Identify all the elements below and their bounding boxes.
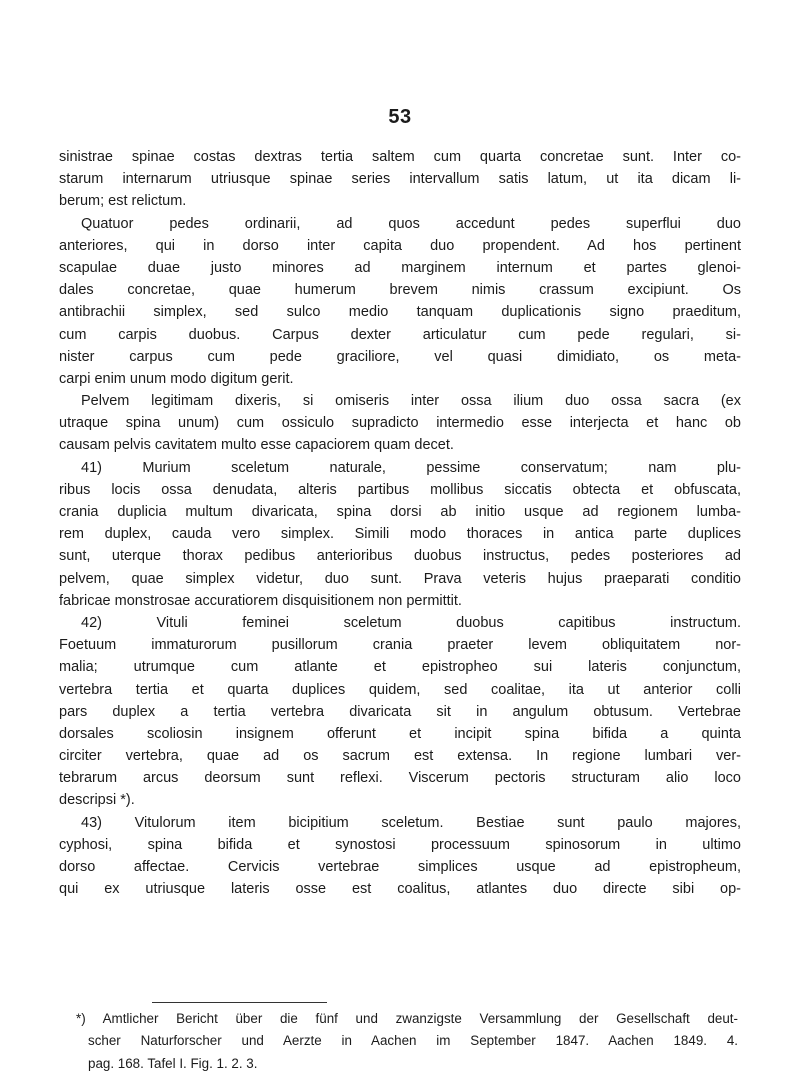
text-line: ribus locis ossa denudata, alteris partibus mollibus siccatis obtecta et obfuscata, <box>59 481 741 498</box>
text-line: 42) Vituli feminei sceletum duobus capitibus instructum. <box>81 614 741 631</box>
text-line: starum internarum utriusque spinae series intervallum satis latum, ut ita dicam li- <box>59 171 741 188</box>
text-line: dorsales scoliosin insignem offerunt et incipit spina bifida a quinta <box>59 725 741 742</box>
text-line: crania duplicia multum divaricata, spina dorsi ab initio usque ad regionem lumba- <box>59 504 741 520</box>
text-line: Quatuor pedes ordinarii, ad quos accedunt pedes superflui duo <box>81 215 741 232</box>
text-line: Pelvem legitimam dixeris, si omiseris inter ossa ilium duo ossa sacra (ex <box>81 393 741 410</box>
text-line: cum carpis duobus. Carpus dexter articulatur cum pede regulari, si- <box>59 326 741 343</box>
text-line: Foetuum immaturorum pusillorum crania praeter levem obliquitatem nor- <box>59 637 741 654</box>
text-line: causam pelvis cavitatem multo esse capaciorem quam decet. <box>59 437 454 454</box>
text-line: 41) Murium sceletum naturale, pessime conservatum; nam plu- <box>81 459 741 476</box>
text-line: utraque spina unum) cum ossiculo supradicto intermedio esse interjecta et hanc ob <box>59 415 741 432</box>
footnote-line: scher Naturforscher und Aerzte in Aachen im September 1847. Aachen 1849. 4. <box>88 1033 738 1049</box>
body-text <box>59 146 741 900</box>
footnote-line: *) Amtlicher Bericht über die fünf und zwanzigste Versammlung der Gesellschaft deut- <box>76 1011 738 1026</box>
text-line: sunt, uterque thorax pedibus anterioribus duobus instructus, pedes posteriores ad <box>59 548 741 565</box>
text-line: fabricae monstrosae accuratiorem disquisitionem non permittit. <box>59 592 462 609</box>
text-line: pelvem, quae simplex videtur, duo sunt. Prava veteris hujus praeparati conditio <box>59 570 741 587</box>
text-line: scapulae duae justo minores ad marginem internum et partes glenoi- <box>59 259 741 276</box>
text-line: cyphosi, spina bifida et synostosi processuum spinosorum in ultimo <box>59 836 741 853</box>
text-line: anteriores, qui in dorso inter capita duo propendent. Ad hos pertinent <box>59 237 741 254</box>
text-line: circiter vertebra, quae ad os sacrum est extensa. In regione lumbari ver- <box>59 748 741 765</box>
footnote-line: pag. 168. Tafel I. Fig. 1. 2. 3. <box>88 1055 258 1071</box>
text-line: sinistrae spinae costas dextras tertia saltem cum quarta concretae sunt. Inter co- <box>59 149 741 165</box>
text-line: antibrachii simplex, sed sulco medio tanquam duplicationis signo praeditum, <box>59 304 741 321</box>
text-line: dales concretae, quae humerum brevem nimis crassum excipiunt. Os <box>59 282 741 299</box>
text-line: vertebra tertia et quarta duplices quidem, sed coalitae, ita ut anterior colli <box>59 681 741 698</box>
text-line: tebrarum arcus deorsum sunt reflexi. Viscerum pectoris structuram alio loco <box>59 770 741 787</box>
text-line: berum; est relictum. <box>59 193 187 210</box>
text-line: malia; utrumque cum atlante et epistropheo sui lateris conjunctum, <box>59 659 741 676</box>
text-line: dorso affectae. Cervicis vertebrae simplices usque ad epistropheum, <box>59 859 741 875</box>
text-line: rem duplex, cauda vero simplex. Simili modo thoraces in antica parte duplices <box>59 526 741 543</box>
text-line: carpi enim unum modo digitum gerit. <box>59 370 294 387</box>
text-line: 43) Vitulorum item bicipitium sceletum. Bestiae sunt paulo majores, <box>81 814 741 831</box>
text-line: nister carpus cum pede graciliore, vel quasi dimidiato, os meta- <box>59 348 741 365</box>
text-line: pars duplex a tertia vertebra divaricata sit in angulum obtusum. Vertebrae <box>59 703 741 720</box>
text-line: qui ex utriusque lateris osse est coalitus, atlantes duo directe sibi op- <box>59 881 741 898</box>
footnote <box>76 1008 738 1075</box>
text-line: descripsi *). <box>59 792 135 809</box>
page-number: 53 <box>388 106 412 128</box>
footnote-divider <box>152 1002 327 1003</box>
